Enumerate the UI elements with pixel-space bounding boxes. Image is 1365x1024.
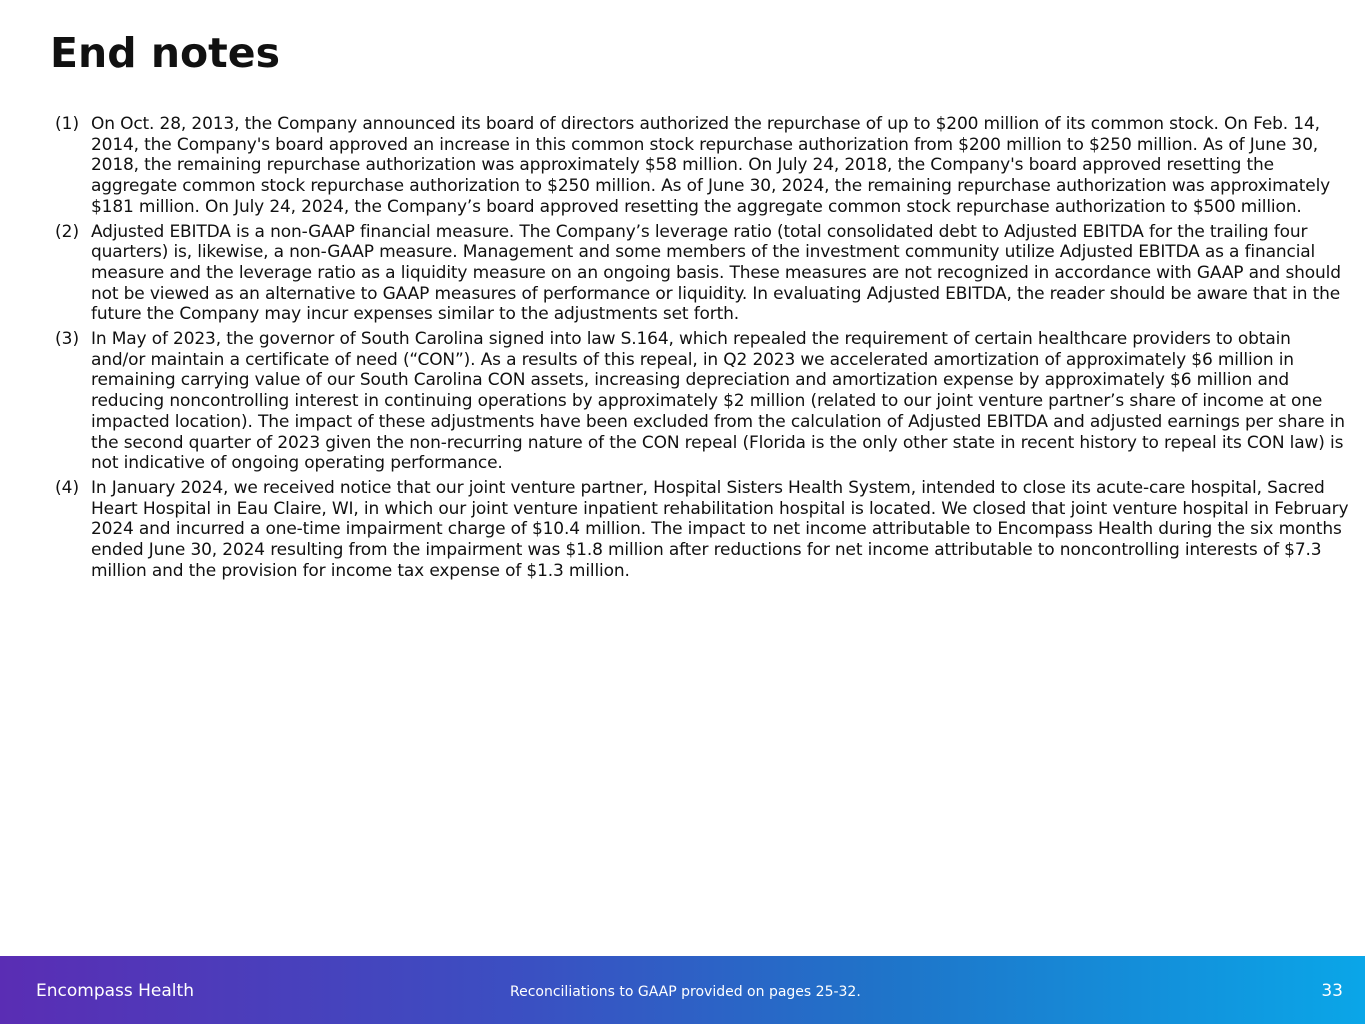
footer-brand: Encompass Health <box>36 981 194 1001</box>
end-note-text: Adjusted EBITDA is a non-GAAP financial measure. The Company’s leverage ratio (total consolidated debt to Adjusted EBITDA for the trailing four quarters) is, likewise, a non-GAAP measure. Management and some members of the investment community utilize Adjusted EBITDA as a financial measure and the leverage ratio as a liquidity measure on an ongoing basis. These measures are not recognized in accordance with GAAP and should not be viewed as an alternative to GAAP measures of performance or liquidity. In evaluating Adjusted EBITDA, the reader should be aware that in the future the Company may incur expenses similar to the adjustments set forth. <box>91 221 1341 325</box>
end-note-number: (2) <box>55 221 80 242</box>
end-note-1 <box>55 114 1350 218</box>
page-title: End notes <box>50 29 280 77</box>
end-note-4 <box>55 478 1350 582</box>
end-note-text: In January 2024, we received notice that our joint venture partner, Hospital Sisters Health System, intended to close its acute-care hospital, Sacred Heart Hospital in Eau Claire, WI, in which our joint venture inpatient rehabilitation hospital is located. We closed that joint venture hospital in February 2024 and incurred a one-time impairment charge of $10.4 million. The impact to net income attributable to Encompass Health during the six months ended June 30, 2024 resulting from the impairment was $1.8 million after reductions for net income attributable to noncontrolling interests of $7.3 million and the provision for income tax expense of $1.3 million. <box>91 477 1349 581</box>
page-number: 33 <box>1321 981 1343 1001</box>
footer-reconciliation-note: Reconciliations to GAAP provided on pages 25-32. <box>510 984 861 1000</box>
end-note-2 <box>55 222 1350 326</box>
end-notes-list <box>55 114 1350 585</box>
footer-bar <box>0 956 1365 1024</box>
end-note-text: On Oct. 28, 2013, the Company announced its board of directors authorized the repurchase of up to $200 million of its common stock. On Feb. 14, 2014, the Company's board approved an increase in this common stock repurchase authorization from $200 million to $250 million. As of June 30, 2018, the remaining repurchase authorization was approximately $58 million. On July 24, 2018, the Company's board approved resetting the aggregate common stock repurchase authorization to $250 million. As of June 30, 2024, the remaining repurchase authorization was approximately $181 million. On July 24, 2024, the Company’s board approved resetting the aggregate common stock repurchase authorization to $500 million. <box>91 114 1331 217</box>
end-note-number: (1) <box>55 114 80 134</box>
end-note-text: In May of 2023, the governor of South Carolina signed into law S.164, which repealed the requirement of certain healthcare providers to obtain and/or maintain a certificate of need (“CON”). As a results of this repeal, in Q2 2023 we accelerated amortization of approximately $6 million in remaining carrying value of our South Carolina CON assets, increasing depreciation and amortization expense by approximately $6 million and reducing noncontrolling interest in continuing operations by approximately $2 million (related to our joint venture partner’s share of income at one impacted location). The impact of these adjustments have been excluded from the calculation of Adjusted EBITDA and adjusted earnings per share in the second quarter of 2023 given the non-recurring nature of the CON repeal (Florida is the only other state in recent history to repeal its CON law) is not indicative of ongoing operating performance. <box>91 329 1345 474</box>
end-note-3 <box>55 329 1350 474</box>
end-note-number: (3) <box>55 329 80 350</box>
end-note-number: (4) <box>55 477 80 498</box>
